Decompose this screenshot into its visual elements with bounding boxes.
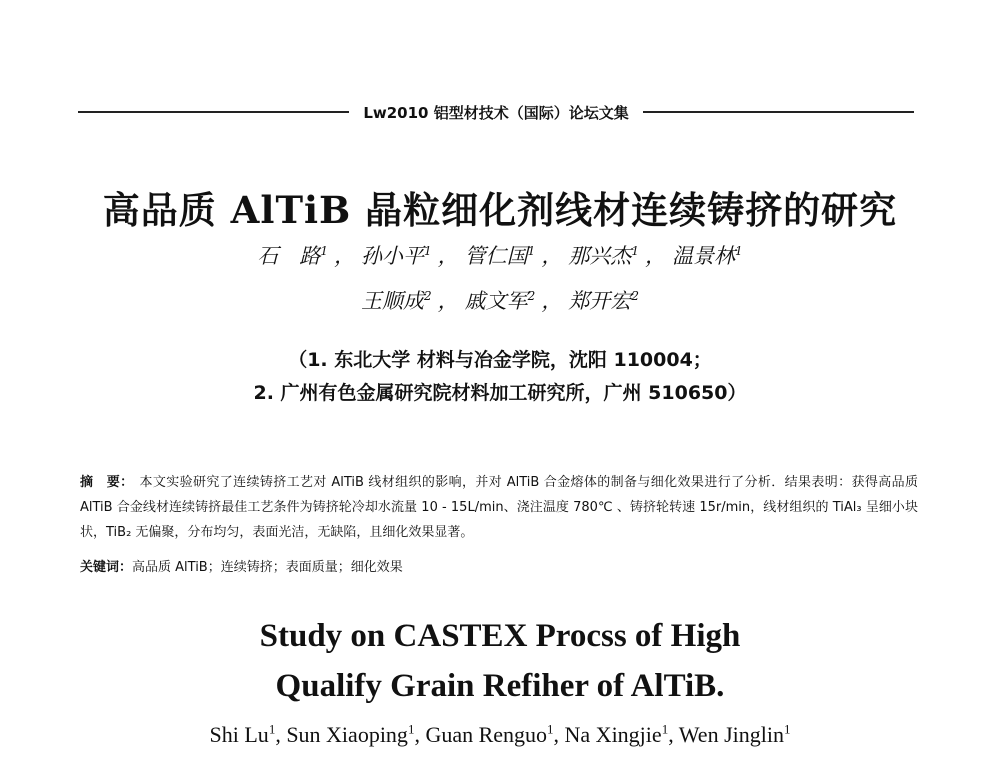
author: 郑开宏$^2$ xyxy=(568,289,639,313)
author: Na Xingjie$^1$ xyxy=(564,721,669,747)
english-title-line2: Qualify Grain Refiher of AlTiB. xyxy=(275,668,725,704)
author: 石 路$^1$ xyxy=(257,244,329,268)
running-header xyxy=(78,98,914,126)
chinese-authors-row1: 石 路$^1$ ， 孙小平$^1$ ， 管仁国$^1$ ， 那兴杰$^1$ ， 温景林$^1$ xyxy=(257,244,743,268)
chinese-authors-row2: 王顺成$^2$ ， 戚文军$^2$ ， 郑开宏$^2$ xyxy=(361,289,639,313)
author: 那兴杰$^1$ xyxy=(568,244,639,268)
english-authors: Shi Lu$^1$, Sun Xiaoping$^1$, Guan Renguo$^1$, Na Xingjie$^1$, Wen Jinglin$^1$ xyxy=(209,721,791,747)
keywords-label: 关键词： xyxy=(80,560,133,575)
author: Wen Jinglin$^1$ xyxy=(678,721,791,747)
author: 孙小平$^1$ xyxy=(361,244,432,268)
author: 管仁国$^1$ xyxy=(464,244,536,268)
author: Guan Renguo$^1$ xyxy=(425,721,554,747)
header-rule-right xyxy=(643,111,914,113)
affiliation-1: （1. 东北大学 材料与冶金学院，沈阳 110004； xyxy=(288,349,712,371)
keywords xyxy=(80,556,918,575)
header-rule-left xyxy=(78,111,349,113)
abstract-label: 摘 要： xyxy=(80,475,134,490)
author: 王顺成$^2$ xyxy=(361,289,432,313)
keywords-text: 高品质 AlTiB；连续铸挤；表面质量；细化效果 xyxy=(132,560,403,575)
author: Shi Lu$^1$ xyxy=(209,721,276,747)
abstract-text: 本文实验研究了连续铸挤工艺对 AlTiB 线材组织的影响，并对 AlTiB 合金熔体的制备与细化效果进行了分析．结果表明：获得高品质 AlTiB 合金线材连续铸挤最佳工艺条件为铸挤轮冷却水流量 10 - 15L/min、浇注温度 780℃ 、铸挤轮转速 15r/min，线材组织的 TiAl₃ 呈细小块状，TiB₂ 无偏聚，分布均匀，表面光洁，无缺陷，且细化效果显著。 xyxy=(80,475,918,540)
header-text: Lw2010 铝型材技术（国际）论坛文集 xyxy=(363,103,629,122)
chinese-title: 高品质 AlTiB 晶粒细化剂线材连续铸挤的研究 xyxy=(102,188,898,232)
author: Sun Xiaoping$^1$ xyxy=(286,721,415,747)
english-title-line1: Study on CASTEX Procss of High xyxy=(259,618,741,654)
abstract xyxy=(80,470,918,545)
author: 温景林$^1$ xyxy=(671,244,743,268)
affiliation-2: 2. 广州有色金属研究院材料加工研究所，广州 510650） xyxy=(253,382,747,404)
author: 戚文军$^2$ xyxy=(464,289,536,313)
